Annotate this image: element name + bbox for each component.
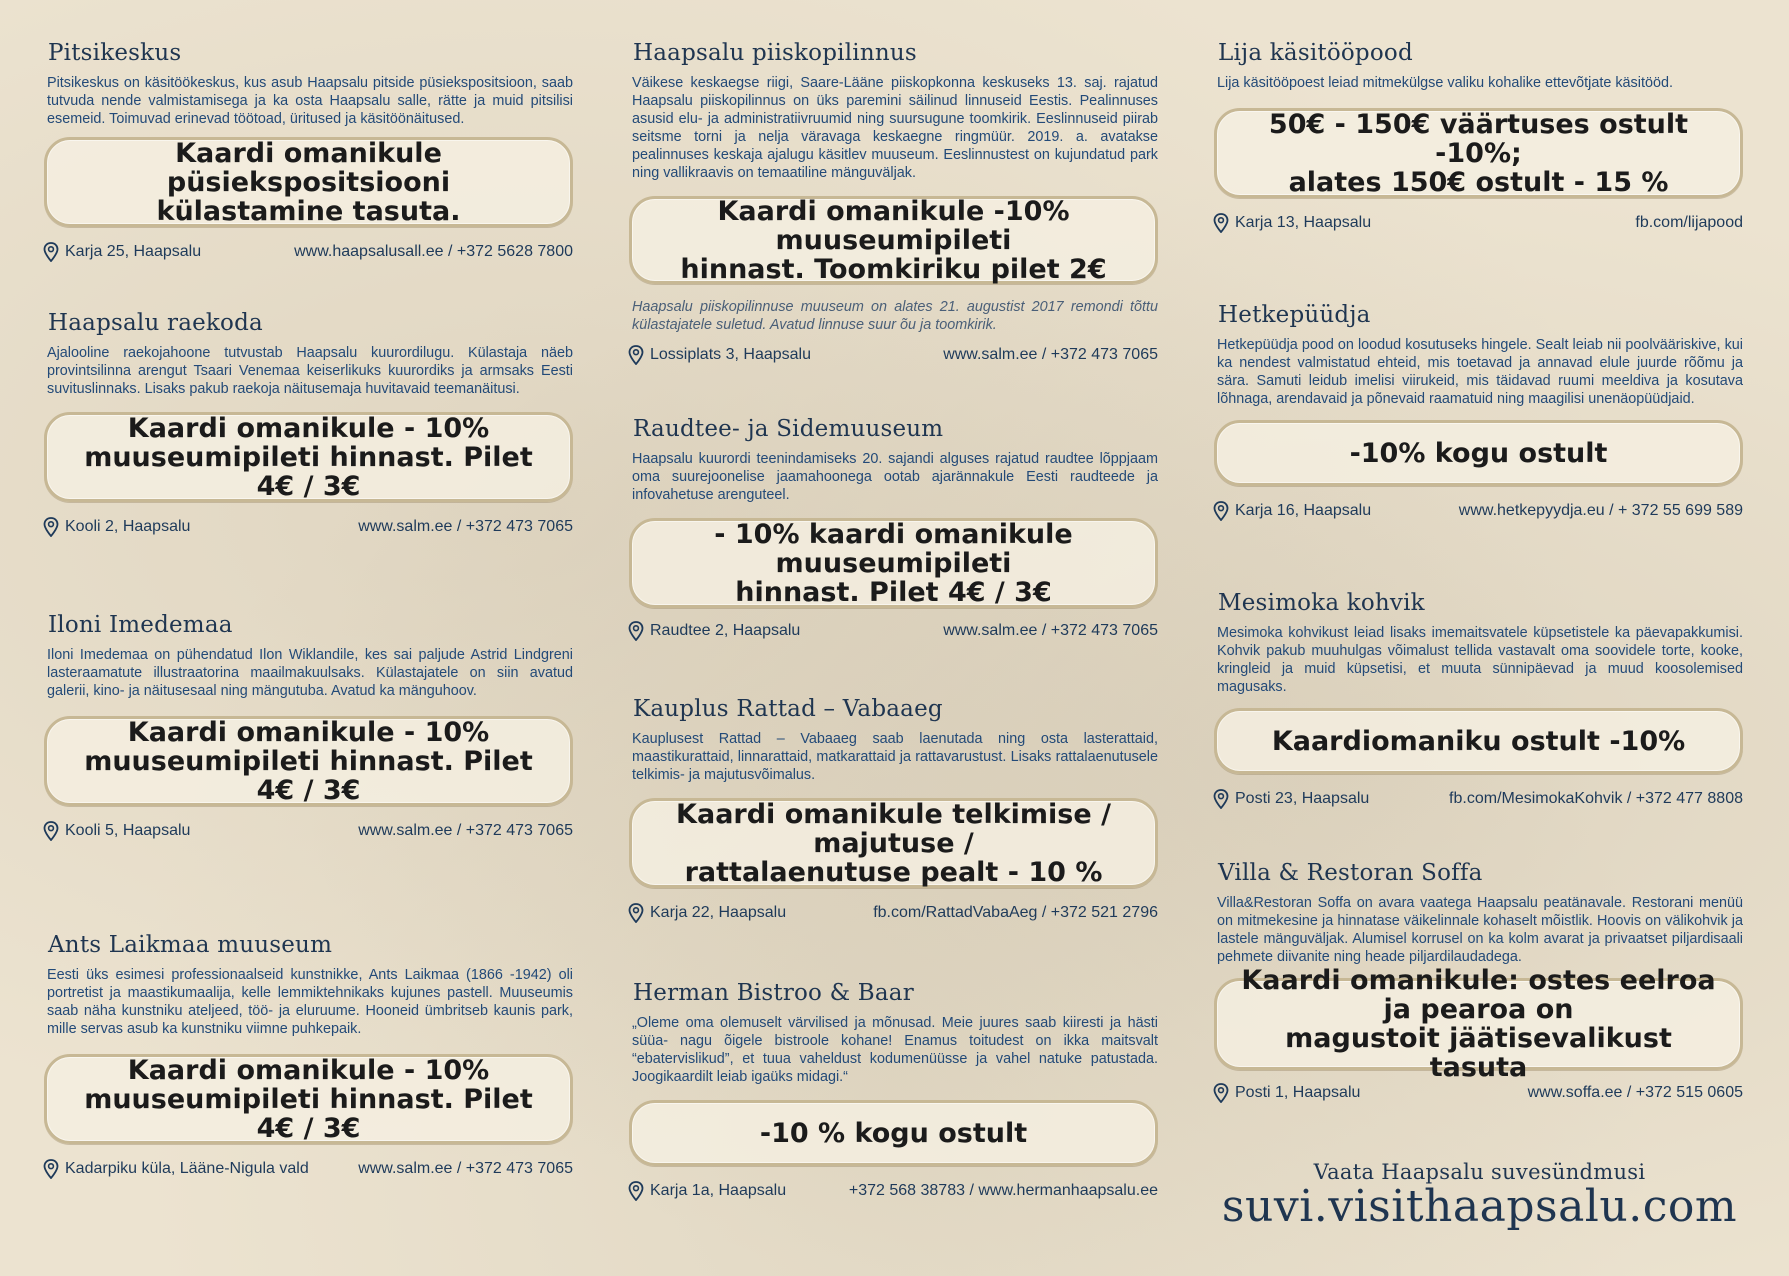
offer-box — [1214, 708, 1743, 774]
offer-box — [1214, 108, 1743, 198]
contact-links[interactable]: www.hetkepyydja.eu / + 372 55 699 589 — [1458, 502, 1743, 519]
address: Kooli 5, Haapsalu — [65, 822, 191, 839]
entry-mesimoka-kohvik — [1216, 590, 1743, 810]
contact-links[interactable]: fb.com/lijapood — [1635, 214, 1743, 231]
address: Kooli 2, Haapsalu — [65, 518, 191, 535]
offer-box — [1214, 420, 1743, 486]
entry-description: Eesti üks esimesi professionaalseid kunstnikke, Ants Laikmaa (1866 -1942) oli portretist ja maastikumaalija, kelle lemmiktehnikaks kujunes pastell. Muuseumis saab näha kunstniku ateljeed, töö- ja eluruume. Hooneid ümbritseb kaunis park, mille servas asub ka kunstniku viimne puhkepaik. — [47, 967, 573, 1037]
entry-kauplus-rattad-vabaaeg — [631, 696, 1158, 924]
address: Lossiplats 3, Haapsalu — [650, 346, 811, 363]
offer-line: muuseumipileti hinnast. Pilet 4€ / 3€ — [84, 441, 533, 502]
entry-title: Raudtee- ja Sidemuuseum — [633, 416, 944, 442]
address: Karja 13, Haapsalu — [1235, 214, 1372, 231]
offer-box — [44, 1054, 573, 1144]
contact-links[interactable]: www.haapsalusall.ee / +372 5628 7800 — [294, 243, 573, 260]
entry-haapsalu-piiskopilinnus — [631, 40, 1158, 366]
offer-line: Kaardi omanikule - 10% — [127, 716, 490, 748]
offer-box — [44, 137, 573, 227]
offer-line: Kaardi omanikule -10% muuseumipileti — [717, 195, 1070, 256]
entry-iloni-imedemaa — [46, 612, 573, 842]
offer-box — [629, 1100, 1158, 1166]
address: Karja 22, Haapsalu — [650, 904, 787, 921]
entry-herman-bistroo-baar — [631, 980, 1158, 1202]
entry-title: Herman Bistroo & Baar — [633, 980, 914, 1006]
location-pin-icon — [1213, 1083, 1229, 1103]
contact-row — [43, 1158, 573, 1180]
offer-line: 50€ - 150€ väärtuses ostult -10%; — [1268, 108, 1689, 169]
entry-description: Pitsikeskus on käsitöökeskus, kus asub Haapsalu pitside püsiekspositsioon, saab tutvuda nende valmistamisega ja ka osta Haapsalu salle, rätte ja muid pitsilisi esemeid. Toimuvad erinevad töötoad, üritused ja käsitöönäitused. — [47, 75, 573, 127]
contact-row — [43, 241, 573, 263]
entry-title: Pitsikeskus — [48, 40, 182, 66]
location-pin-icon — [1213, 501, 1229, 521]
contact-row — [628, 620, 1158, 642]
location-pin-icon — [43, 821, 59, 841]
entry-title: Hetkepüüdja — [1218, 302, 1371, 328]
location-pin-icon — [43, 1159, 59, 1179]
entry-description: Mesimoka kohvikust leiad lisaks imemaitsvatele küpsetistele ka päevapakkumisi. Kohvik pakub muuhulgas võimalust tellida vastavalt oma soovidele torte, kooke, kringleid ja muid küpsetisi, et muuta sünnipäevad ja muud koosolemised magusaks. — [1217, 625, 1743, 695]
offer-line: Kaardi omanikule telkimise / majutuse / — [676, 798, 1111, 859]
entry-title: Iloni Imedemaa — [48, 612, 233, 638]
contact-row — [1213, 212, 1743, 234]
entry-title: Lija käsitööpood — [1218, 40, 1413, 66]
location-pin-icon — [628, 1181, 644, 1201]
offer-box — [629, 196, 1158, 284]
offer-line: -10% kogu ostult — [1349, 437, 1608, 469]
contact-row — [43, 820, 573, 842]
contact-row — [1213, 1082, 1743, 1104]
contact-links[interactable]: www.salm.ee / +372 473 7065 — [943, 622, 1158, 639]
entry-description: „Oleme oma olemuselt värvilised ja mõnusad. Meie juures saab kiiresti ja hästi süüa- nagu õigele bistroole kohane! Enamus toitudest on ikka maitsvalt “ebatervislikud”, et tuua vaheldust kodumenüüsse ja vahel natuke patustada. Joogikaardilt leiab igaüks midagi.“ — [632, 1015, 1158, 1085]
footer-tagline: Vaata Haapsalu suvesündmusi — [1313, 1160, 1646, 1184]
location-pin-icon — [628, 621, 644, 641]
contact-links[interactable]: www.soffa.ee / +372 515 0605 — [1527, 1084, 1743, 1101]
contact-links[interactable]: www.salm.ee / +372 473 7065 — [943, 346, 1158, 363]
address: Karja 25, Haapsalu — [65, 243, 202, 260]
offer-line: hinnast. Pilet 4€ / 3€ — [735, 576, 1052, 608]
offer-line: -10 % kogu ostult — [759, 1117, 1028, 1149]
location-pin-icon — [1213, 213, 1229, 233]
contact-links[interactable]: www.salm.ee / +372 473 7065 — [358, 518, 573, 535]
entry-raudtee-ja-sidemuuseum — [631, 416, 1158, 642]
location-pin-icon — [628, 345, 644, 365]
offer-line: hinnast. Toomkiriku pilet 2€ — [680, 253, 1107, 285]
location-pin-icon — [628, 903, 644, 923]
offer-box — [44, 716, 573, 806]
offer-line: Kaardiomaniku ostult -10% — [1271, 725, 1686, 757]
address: Karja 16, Haapsalu — [1235, 502, 1372, 519]
contact-links[interactable]: www.salm.ee / +372 473 7065 — [358, 1160, 573, 1177]
entry-ants-laikmaa-muuseum — [46, 932, 573, 1180]
offer-line: Kaardi omanikule - 10% — [127, 412, 490, 444]
contact-links[interactable]: fb.com/MesimokaKohvik / +372 477 8808 — [1449, 790, 1743, 807]
entry-haapsalu-raekoda — [46, 310, 573, 538]
entry-description: Haapsalu kuurordi teenindamiseks 20. sajandi alguses rajatud raudtee lõppjaam oma suurejoonelise jaamahoonega ootab ajarännakule Eesti raudteede ja infovahetuse arenguteel. — [632, 451, 1158, 503]
entry-title: Mesimoka kohvik — [1218, 590, 1425, 616]
contact-row — [1213, 788, 1743, 810]
contact-row — [1213, 500, 1743, 522]
entry-description: Väikese keskaegse riigi, Saare-Lääne piiskopkonna keskuseks 13. saj. rajatud Haapsalu piiskopilinnus on üks paremini säilinud linnuseid Eestis. Pealinnuses asusid elu- ja administratiivruumid ning suursugune toomkirik. Eeslinnuseid piirab seitsme torni ja nelja väravaga keskaegne ringmüür. 2019. a. avatakse pealinnuses keskaja ajalugu käsitlev muuseum. Eeslinnustest on kujundatud park ning vallikraavis on temaatiline mänguväljak. — [632, 75, 1158, 181]
entry-description: Villa&Restoran Soffa on avara vaatega Haapsalu peatänavale. Restorani menüü on mitmekesine ja hinnatase väikelinnale kohaselt mõistlik. Hoovis on välikohvik ja lastele mänguväljak. Alumisel korrusel on ka kolm avarat ja privaatset piljardisaali pehmete diivanite ning heade piljardilaudadega. — [1217, 895, 1743, 965]
location-pin-icon — [43, 517, 59, 537]
address: Posti 1, Haapsalu — [1235, 1084, 1361, 1101]
offer-line: Kaardi omanikule püsiekspositsiooni — [166, 137, 451, 198]
entry-description: Hetkepüüdja pood on loodud kosutuseks hingele. Sealt leiab nii poolvääriskive, kui ka nendest valmistatud ehteid, mis toetavad ja annavad elule juurde rõõmu ja sära. Samuti leidub imelisi viirukeid, mis täidavad ruumi meeldiva ja kosutava lõhnaga, arendavaid ja põnevaid raamatuid ning maagilisi unenäopüüdjaid. — [1217, 337, 1743, 407]
contact-links[interactable]: fb.com/RattadVabaAeg / +372 521 2796 — [873, 904, 1158, 921]
entry-description: Iloni Imedemaa on pühendatud Ilon Wiklandile, kes sai paljude Astrid Lindgreni lasteraamatute illustraatorina maailmakuulsaks. Külastajatele on siin avatud galerii, kino- ja näitusesaal ning mängutuba. Avatud ka mänguhoov. — [47, 647, 573, 699]
address: Kadarpiku küla, Lääne-Nigula vald — [65, 1160, 309, 1177]
offer-line: muuseumipileti hinnast. Pilet 4€ / 3€ — [84, 1083, 533, 1144]
offer-box — [44, 412, 573, 502]
location-pin-icon — [43, 242, 59, 262]
contact-links[interactable]: www.salm.ee / +372 473 7065 — [358, 822, 573, 839]
entry-description: Kauplusest Rattad – Vabaaeg saab laenutada ning osta lasterattaid, maastikurattaid, linnarattaid, matkarattaid ja rattavarustust. Lisaks rattalaenutusele telkimis- ja majutusvõimalus. — [632, 731, 1158, 783]
contact-row — [628, 1180, 1158, 1202]
entry-pitsikeskus — [46, 40, 573, 263]
entry-description: Lija käsitööpoest leiad mitmekülgse valiku kohalike ettevõtjate käsitööd. — [1217, 75, 1673, 91]
entry-hetkepuudja — [1216, 302, 1743, 522]
offer-box — [1214, 965, 1743, 1083]
offer-line: Kaardi omanikule: ostes eelroa ja pearoa on — [1241, 965, 1716, 1025]
entry-title: Haapsalu raekoda — [48, 310, 263, 336]
contact-links[interactable]: +372 568 38783 / www.hermanhaapsalu.ee — [848, 1182, 1158, 1199]
offer-box — [629, 798, 1158, 888]
offer-line: alates 150€ ostult - 15 % — [1288, 166, 1669, 198]
entry-note: Haapsalu piiskopilinnuse muuseum on alates 21. augustist 2017 remondi tõttu külastajatele suletud. Avatud linnuse suur õu ja toomkirik. — [632, 299, 1158, 333]
address: Posti 23, Haapsalu — [1235, 790, 1370, 807]
entry-title: Villa & Restoran Soffa — [1218, 860, 1483, 886]
entry-title: Kauplus Rattad – Vabaaeg — [633, 696, 943, 722]
contact-row — [43, 516, 573, 538]
offer-line: rattalaenutuse pealt - 10 % — [684, 856, 1103, 888]
entry-title: Haapsalu piiskopilinnus — [633, 40, 917, 66]
entry-lija-kasitoopood — [1216, 40, 1743, 234]
footer-url-link[interactable]: suvi.visithaapsalu.com — [1221, 1181, 1738, 1232]
offer-line: muuseumipileti hinnast. Pilet 4€ / 3€ — [84, 745, 533, 806]
offer-line: külastamine tasuta. — [156, 195, 461, 227]
footer — [1216, 1160, 1743, 1230]
location-pin-icon — [1213, 789, 1229, 809]
contact-row — [628, 902, 1158, 924]
offer-box — [629, 518, 1158, 608]
address: Raudtee 2, Haapsalu — [650, 622, 801, 639]
entry-title: Ants Laikmaa muuseum — [48, 932, 333, 958]
address: Karja 1a, Haapsalu — [650, 1182, 787, 1199]
contact-row — [628, 344, 1158, 366]
entry-villa-restoran-soffa — [1216, 860, 1743, 1104]
offer-line: Kaardi omanikule - 10% — [127, 1054, 490, 1086]
offer-line: - 10% kaardi omanikule muuseumipileti — [714, 518, 1073, 579]
entry-description: Ajalooline raekojahoone tutvustab Haapsalu kuurordilugu. Külastaja näeb provintsilinna arengut Tsaari Venemaa keiserlikuks kuurordiks ja armsaks Eesti suvituslinnaks. Lisaks pakub raekoja näitusemaja huvitavaid teemanäitusi. — [47, 345, 573, 397]
offer-line: magustoit jäätisevalikust tasuta — [1285, 1023, 1672, 1083]
